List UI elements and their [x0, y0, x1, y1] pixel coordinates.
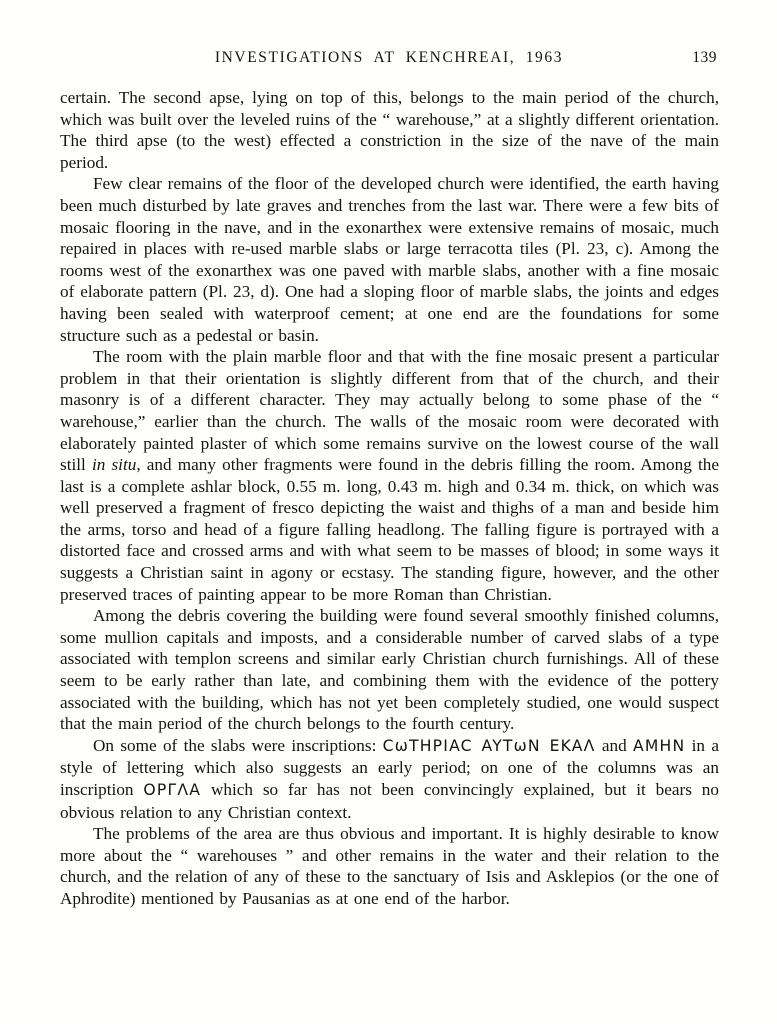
text-run: in a style of lettering which also suggests an early period; on one of the columns was an inscription — [60, 735, 719, 799]
paragraph — [60, 87, 719, 173]
paragraph — [60, 735, 719, 823]
greek-inscription: AMHN — [633, 736, 686, 755]
text-run: Few clear remains of the floor of the developed church were identified, the earth having been much disturbed by late graves and trenches from the last war. There were a few bits of mosaic flooring in the nave, and in the exonarthex were extensive remains of mosaic, much repaired in places with re-used marble slabs or large terracotta tiles (Pl. 23, c). Among the rooms west of the exonarthex was one paved with marble slabs, another with a fine mosaic of elaborate pattern (Pl. 23, d). One had a sloping floor of marble slabs, the joints and edges having been sealed with waterproof cement; at one end are the foundations for some structure such as a pedestal or basin. — [60, 174, 719, 345]
greek-inscription: CωTHPIAC AYTωN EKAΛ — [382, 736, 596, 755]
text-run: , and many other fragments were found in the debris filling the room. Among the last is a complete ashlar block, 0.55 m. long, 0.43 m. high and 0.34 m. thick, on which was well preserved a fragment of fresco depicting the waist and thighs of a man and beside him the arms, torso and head of a figure falling headlong. The falling figure is portrayed with a distorted face and crossed arms and with what seem to be masses of blood; in some ways it suggests a Christian saint in agony or ecstasy. The standing figure, however, and the other preserved traces of painting appear to be more Roman than Christian. — [60, 455, 719, 604]
article-body — [60, 87, 719, 910]
paragraph — [60, 346, 719, 605]
page-number: 139 — [692, 49, 717, 66]
greek-inscription: OPΓΛA — [143, 781, 202, 799]
text-run: On some of the slabs were inscriptions: — [93, 735, 383, 755]
paragraph — [60, 605, 719, 735]
text-run: Among the debris covering the building were found several smoothly finished columns, some mullion capitals and imposts, and a considerable number of carved slabs of a type associated with templon screens and similar early Christian church furnishings. All of these seem to be early rather than late, and combining them with the evidence of the pottery associated with the building, which has not yet been completely studied, one would suspect that the main period of the church belongs to the fourth century. — [60, 606, 719, 734]
italic-phrase: in situ — [91, 455, 137, 475]
text-run: certain. The second apse, lying on top of this, belongs to the main period of the church, which was built over the leveled ruins of the “ warehouse,” at a slightly different orientation. The third apse (to the west) effected a constriction in the size of the nave of the main period. — [60, 88, 719, 172]
page-title: INVESTIGATIONS AT KENCHREAI, 1963 — [214, 49, 564, 66]
running-header — [60, 49, 718, 71]
text-run: The room with the plain marble floor and that with the fine mosaic present a particular problem in that their orientation is slightly different from that of the church, and their masonry is of a different character. They may actually belong to some phase of the “ warehouse,” earlier than the church. The walls of the mosaic room were decorated with elaborately painted plaster of which some remains survive on the lowest course of the wall still — [60, 347, 719, 475]
paragraph — [60, 173, 719, 346]
text-run: which so far has not been convincingly explained, but it bears no obvious relation to any Christian context. — [60, 780, 719, 822]
paragraph — [60, 823, 719, 909]
text-run: and — [595, 735, 633, 755]
text-run: The problems of the area are thus obvious and important. It is highly desirable to know more about the “ warehouses ” and other remains in the water and their relation to the church, and the relation of any of these to the sanctuary of Isis and Asklepios (or the one of Aphrodite) mentioned by Pausanias as at one end of the harbor. — [60, 824, 719, 908]
